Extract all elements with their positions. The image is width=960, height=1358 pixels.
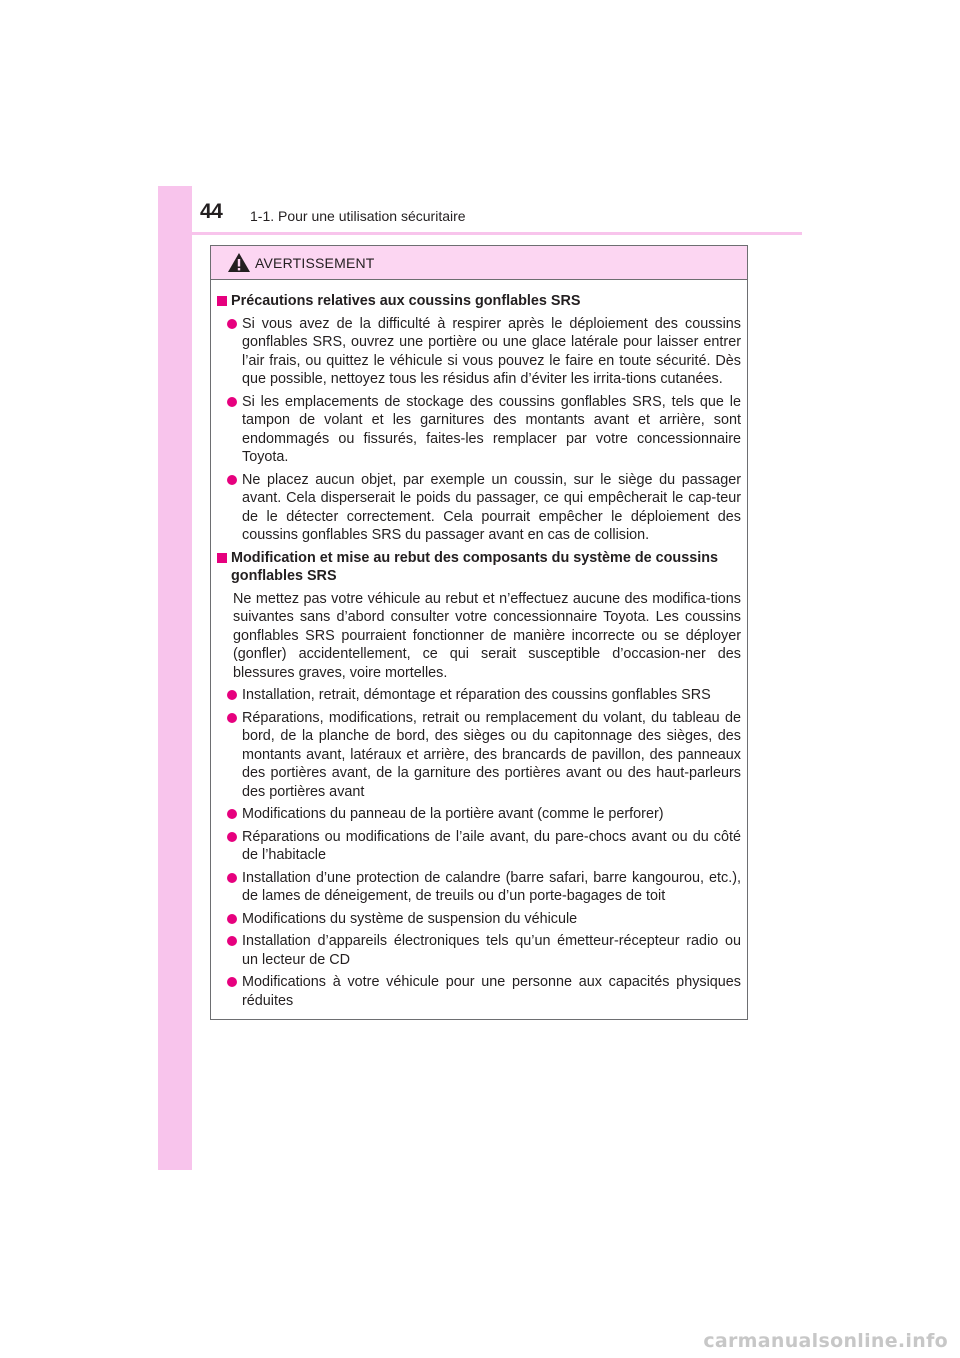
section-heading-text: Précautions relatives aux coussins gonflables SRS [231, 293, 581, 309]
round-bullet-icon [227, 873, 237, 883]
section-heading [217, 549, 741, 586]
list-item [217, 471, 741, 545]
warning-title: AVERTISSEMENT [255, 255, 375, 271]
list-item [217, 932, 741, 969]
round-bullet-icon [227, 397, 237, 407]
list-item-text: Réparations, modifications, retrait ou remplacement du volant, du tableau de bord, de la planche de bord, des sièges ou du capitonnage des sièges, des montants avant, latéraux et arrière, des brancards de pavillon, des panneaux des portières avant, de la garniture des portières avant ou des haut-parleurs des portières avant [242, 709, 741, 800]
list-item-text: Modifications du panneau de la portière avant (comme le perforer) [242, 806, 664, 822]
list-item-text: Installation, retrait, démontage et réparation des coussins gonflables SRS [242, 687, 711, 703]
list-item [217, 686, 741, 705]
round-bullet-icon [227, 832, 237, 842]
warning-header [211, 246, 747, 280]
header-rule [158, 232, 802, 235]
round-bullet-icon [227, 914, 237, 924]
section-paragraph: Ne mettez pas votre véhicule au rebut et n’effectuez aucune des modifica-tions suivantes sans d’abord consulter votre concessionnaire Toyota. Les coussins gonflables SRS pourraient fonctionner de manière incorrecte ou se déployer (gonfler) accidentellement, ce qui serait susceptible d’occasion-ner des blessures graves, voire mortelles. [233, 590, 741, 681]
round-bullet-icon [227, 319, 237, 329]
warning-triangle-icon [227, 252, 251, 273]
watermark-link[interactable]: carmanualsonline.info [703, 1330, 948, 1352]
list-item [217, 910, 741, 929]
list-item-text: Si vous avez de la difficulté à respirer après le déploiement des coussins gonflables SRS, ouvrez une portière ou une glace latérale pour laisser entrer l’air frais, ou quittez le véhicule si vous pouvez le faire en toute sécurité. Dès que possible, nettoyez tous les résidus afin d’éviter les irrita-tions cutanées. [242, 315, 741, 387]
list-item-text: Installation d’appareils électroniques tels qu’un émetteur-récepteur radio ou un lecteur de CD [242, 933, 741, 968]
square-bullet-icon [217, 553, 227, 563]
round-bullet-icon [227, 713, 237, 723]
page-number: 44 [200, 200, 223, 223]
list-item [217, 709, 741, 802]
list-item [217, 393, 741, 467]
section-heading [217, 292, 741, 311]
round-bullet-icon [227, 936, 237, 946]
round-bullet-icon [227, 977, 237, 987]
round-bullet-icon [227, 690, 237, 700]
list-item-text: Ne placez aucun objet, par exemple un coussin, sur le siège du passager avant. Cela disperserait le poids du passager, ce qui empêcherait le cap-teur de le détecter correctement. Cela pourrait empêcher le déploiement des coussins gonflables SRS du passager avant en cas de collision. [242, 471, 741, 543]
section-title: 1-1. Pour une utilisation sécuritaire [250, 208, 466, 224]
warning-box [210, 245, 748, 1020]
round-bullet-icon [227, 475, 237, 485]
warning-body [211, 280, 747, 1010]
list-item-text: Réparations ou modifications de l’aile avant, du pare-chocs avant ou du côté de l’habitacle [242, 828, 741, 863]
round-bullet-icon [227, 809, 237, 819]
list-item [217, 869, 741, 906]
list-item [217, 828, 741, 865]
list-item-text: Modifications du système de suspension du véhicule [242, 910, 578, 927]
list-item [217, 315, 741, 389]
list-item-text: Installation d’une protection de calandre (barre safari, barre kangourou, etc.), de lames de déneigement, de treuils ou d’un porte-bagages de toit [242, 869, 741, 904]
chapter-side-band [158, 186, 192, 1170]
square-bullet-icon [217, 296, 227, 306]
list-item [217, 973, 741, 1010]
section-heading-text: Modification et mise au rebut des composants du système de coussins gonflables SRS [231, 549, 719, 584]
list-item-text: Modifications à votre véhicule pour une personne aux capacités physiques réduites [242, 974, 741, 1009]
list-item [217, 805, 741, 824]
list-item-text: Si les emplacements de stockage des coussins gonflables SRS, tels que le tampon de volant et les garnitures des montants avant et arrière, sont endommagés ou fissurés, faites-les remplacer par votre concessionnaire Toyota. [242, 393, 741, 465]
